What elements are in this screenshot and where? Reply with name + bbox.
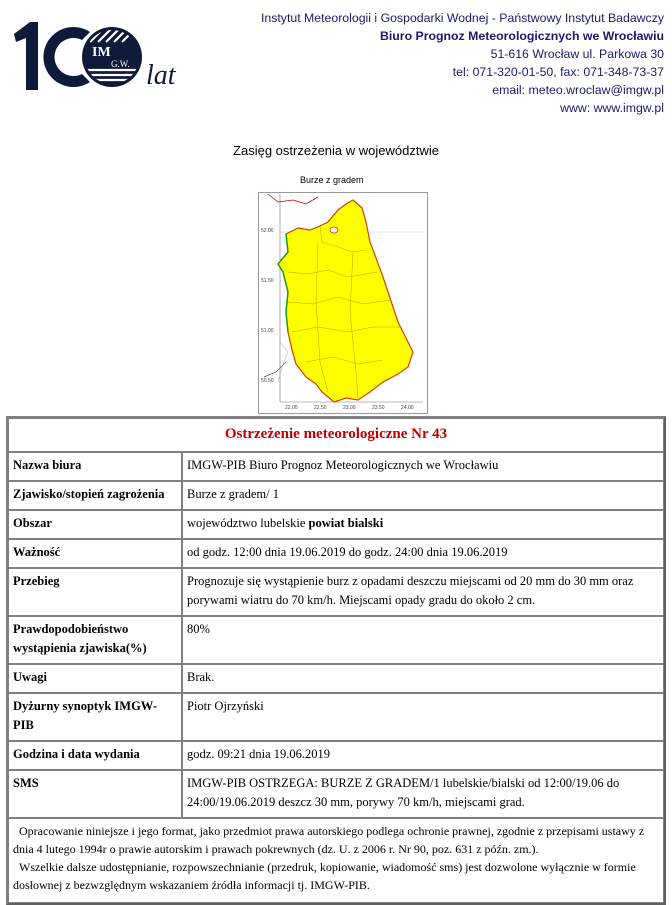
phone-fax: tel: 071-320-01-50, fax: 071-348-73-37 xyxy=(452,65,664,79)
map-y-tick-label: 51.00 xyxy=(261,328,274,334)
row-value xyxy=(182,452,664,481)
row-value xyxy=(182,770,664,818)
map-x-tick-label: 24.00 xyxy=(401,405,414,411)
map-x-tick-label: 23.50 xyxy=(372,405,385,411)
map-title: Zasięg ostrzeżenia w województwie xyxy=(233,143,439,158)
row-value-text: IMGW-PIB Biuro Prognoz Meteorologicznych we Wrocławiu xyxy=(187,458,499,472)
svg-text:IM: IM xyxy=(92,45,111,60)
row-value xyxy=(182,481,664,510)
row-value xyxy=(182,693,664,741)
address: 51-616 Wrocław ul. Parkowa 30 xyxy=(490,47,664,61)
map-x-tick-label: 22.50 xyxy=(314,405,327,411)
table-row xyxy=(8,741,664,770)
row-value xyxy=(182,741,664,770)
warning-area-map xyxy=(258,192,428,414)
table-row xyxy=(8,693,664,741)
imgw-100-lat-logo xyxy=(12,12,192,92)
row-value xyxy=(182,616,664,664)
institute-name: Instytut Meteorologii i Gospodarki Wodnej - Państwowy Instytut Badawczy xyxy=(260,11,664,25)
row-label: SMS xyxy=(8,770,182,818)
copyright-paragraph: Opracowanie niniejsze i jego format, jako przedmiot prawa autorskiego podlega ochronie prawnej, zgodnie z przepisami ustawy z dnia 4 lutego 1994r o prawie autorskim i prawach pokrewnych (dz. U. z 2006 r. Nr 90, poz. 631 z późn. zm.). xyxy=(13,824,645,856)
row-value-text: godz. 09:21 dnia 19.06.2019 xyxy=(187,747,331,761)
row-value-text: Burze z gradem/ 1 xyxy=(187,487,279,501)
copyright-row xyxy=(8,818,664,903)
row-value xyxy=(182,510,664,539)
table-row xyxy=(8,481,664,510)
map-x-tick-label: 22.00 xyxy=(285,405,298,411)
row-value xyxy=(182,568,664,616)
warning-table xyxy=(6,416,666,905)
row-label: Ważność xyxy=(8,539,182,568)
row-label: Zjawisko/stopień zagrożenia xyxy=(8,481,182,510)
svg-text:lat: lat xyxy=(146,60,176,91)
row-value-text: Piotr Ojrzyński xyxy=(187,699,264,713)
map-subtitle: Burze z gradem xyxy=(300,175,364,185)
row-label: Prawdopodobieństwo wystąpienia zjawiska(%) xyxy=(8,616,182,664)
row-value-bold: powiat bialski xyxy=(308,516,384,530)
row-value-text: 80% xyxy=(187,622,210,636)
map-y-tick-label: 50.50 xyxy=(261,378,274,384)
row-label: Obszar xyxy=(8,510,182,539)
map-x-tick-label: 23.00 xyxy=(343,405,356,411)
copyright-paragraph: Wszelkie dalsze udostępnianie, rozpowszechnianie (przedruk, kopiowanie, wiadomość sms) jest dozwolone wyłącznie w formie dosłownej z bezwzględnym wskazaniem źródła informacji tj. IMGW-PIB. xyxy=(13,860,636,892)
institute-header xyxy=(261,9,664,117)
table-row xyxy=(8,616,664,664)
row-label: Nazwa biura xyxy=(8,452,182,481)
row-value xyxy=(182,664,664,693)
table-row xyxy=(8,510,664,539)
row-value-text: od godz. 12:00 dnia 19.06.2019 do godz. 24:00 dnia 19.06.2019 xyxy=(187,545,508,559)
row-value-text: Brak. xyxy=(187,670,215,684)
email[interactable]: email: meteo.wroclaw@imgw.pl xyxy=(492,83,664,97)
row-value-text: IMGW-PIB OSTRZEGA: BURZE Z GRADEM/1 lubelskie/bialski od 12:00/19.06 do 24:00/19.06.2019 deszcz 30 mm, porywy 70 km/h, miejscami grad. xyxy=(187,776,620,809)
bureau-name: Biuro Prognoz Meteorologicznych we Wrocławiu xyxy=(380,29,664,43)
row-value-text: Prognozuje się wystąpienie burz z opadami deszczu miejscami od 20 mm do 30 mm oraz porywami wiatru do 70 km/h. Miejscami opady gradu do około 2 cm. xyxy=(187,574,634,607)
map-y-tick-label: 51.50 xyxy=(261,278,274,284)
table-row xyxy=(8,664,664,693)
copyright-notice xyxy=(8,818,664,903)
table-row xyxy=(8,568,664,616)
row-value-text: województwo lubelskie xyxy=(187,516,309,530)
row-label: Dyżurny synoptyk IMGW-PIB xyxy=(8,693,182,741)
warning-title: Ostrzeżenie meteorologiczne Nr 43 xyxy=(8,418,664,452)
table-row xyxy=(8,452,664,481)
map-y-tick-label: 52.00 xyxy=(261,228,274,234)
row-value xyxy=(182,539,664,568)
row-label: Godzina i data wydania xyxy=(8,741,182,770)
row-label: Przebieg xyxy=(8,568,182,616)
row-label: Uwagi xyxy=(8,664,182,693)
svg-text:G.W.: G.W. xyxy=(111,59,130,69)
table-row xyxy=(8,770,664,818)
website[interactable]: www: www.imgw.pl xyxy=(560,101,664,115)
table-row xyxy=(8,539,664,568)
